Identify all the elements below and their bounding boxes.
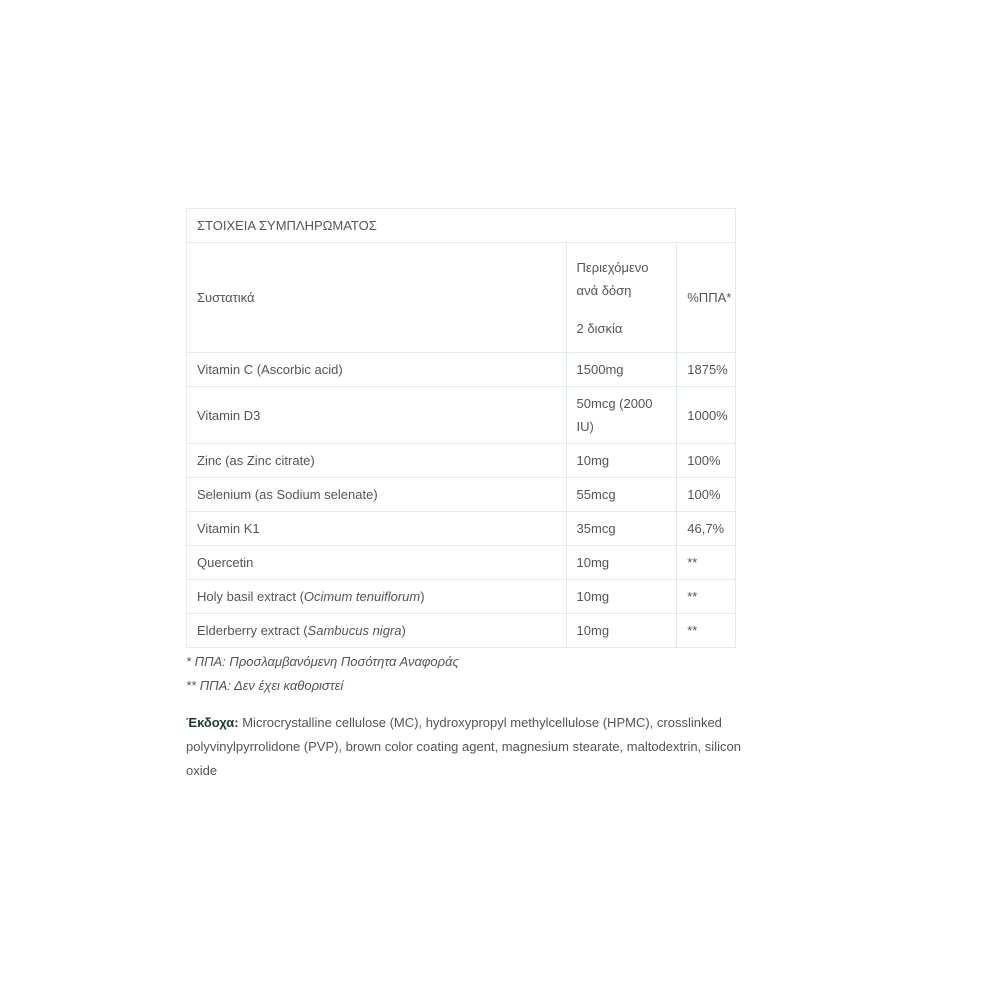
ingredient-amount: 50mcg (2000 IU) (566, 387, 677, 444)
header-ingredients: Συστατικά (187, 243, 567, 353)
table-row (187, 580, 736, 614)
table-row (187, 614, 736, 648)
excipients-text: Microcrystalline cellulose (MC), hydroxypropyl methylcellulose (HPMC), crosslinked polyvinylpyrrolidone (PVP), brown color coating agent, magnesium stearate, maltodextrin, silicon oxide (186, 715, 741, 778)
supplement-table (186, 208, 736, 648)
table-row (187, 353, 736, 387)
excipients-label: Έκδοχα: (186, 715, 239, 730)
header-amount-line1: Περιεχόμενο (576, 259, 649, 275)
table-row (187, 512, 736, 546)
footnote-not-established: ** ΠΠΑ: Δεν έχει καθοριστεί (186, 678, 344, 693)
ingredient-name: Vitamin D3 (187, 387, 567, 444)
latin-name: Sambucus nigra (307, 623, 402, 638)
ingredient-amount: 35mcg (566, 512, 677, 546)
footnote-rda: * ΠΠΑ: Προσλαμβανόμενη Ποσότητα Αναφοράς (186, 654, 459, 669)
ingredient-name: Selenium (as Sodium selenate) (187, 478, 567, 512)
ingredient-rda: 1000% (677, 387, 736, 444)
ingredient-amount: 10mg (566, 614, 677, 648)
ingredient-name: Vitamin K1 (187, 512, 567, 546)
ingredient-name: Quercetin (187, 546, 567, 580)
header-amount-line3: 2 δισκία (576, 320, 623, 336)
ingredient-rda: 1875% (677, 353, 736, 387)
header-rda: %ΠΠΑ* (677, 243, 736, 353)
header-amount (566, 243, 677, 353)
table-row (187, 444, 736, 478)
ingredient-name: Holy basil extract (Ocimum tenuiflorum) (187, 580, 567, 614)
ingredient-rda: 100% (677, 444, 736, 478)
ingredient-name: Zinc (as Zinc citrate) (187, 444, 567, 478)
header-amount-line2: ανά δόση (576, 282, 632, 298)
ingredient-rda: ** (677, 546, 736, 580)
ingredient-amount: 10mg (566, 546, 677, 580)
latin-name: Ocimum tenuiflorum (303, 589, 421, 604)
ingredient-rda: ** (677, 580, 736, 614)
table-row (187, 546, 736, 580)
supplement-facts (186, 208, 746, 783)
ingredient-rda: 100% (677, 478, 736, 512)
ingredient-amount: 10mg (566, 580, 677, 614)
table-header-row (187, 243, 736, 353)
excipients (186, 711, 746, 783)
footnotes (186, 650, 746, 698)
table-row (187, 387, 736, 444)
table-title-row (187, 209, 736, 243)
ingredient-amount: 1500mg (566, 353, 677, 387)
ingredient-name: Elderberry extract (Sambucus nigra) (187, 614, 567, 648)
ingredient-amount: 10mg (566, 444, 677, 478)
ingredient-name: Vitamin C (Ascorbic acid) (187, 353, 567, 387)
table-row (187, 478, 736, 512)
ingredient-rda: ** (677, 614, 736, 648)
ingredient-rda: 46,7% (677, 512, 736, 546)
table-title: ΣΤΟΙΧΕΙΑ ΣΥΜΠΛΗΡΩΜΑΤΟΣ (187, 209, 736, 243)
ingredient-amount: 55mcg (566, 478, 677, 512)
